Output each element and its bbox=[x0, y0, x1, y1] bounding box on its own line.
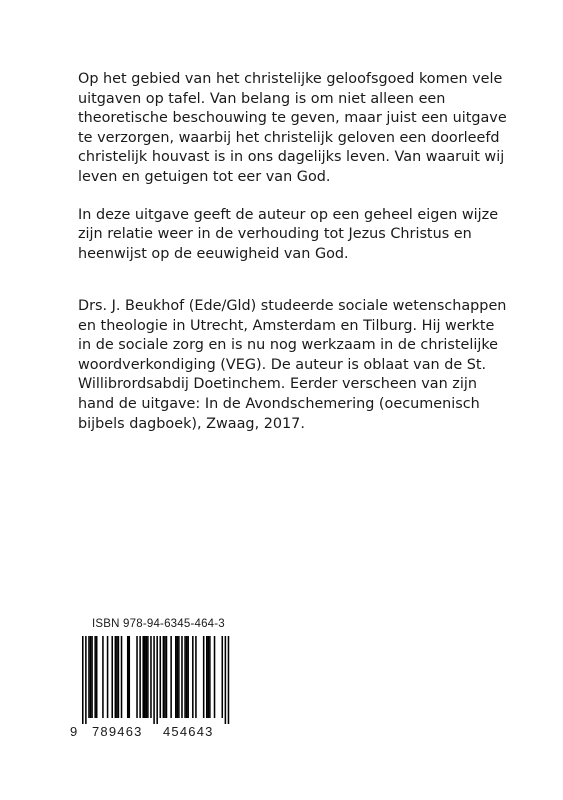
blurb-text bbox=[78, 70, 508, 282]
barcode-bar bbox=[160, 636, 162, 718]
blurb-paragraph-2: In deze uitgave geeft de auteur op een geheel eigen wijze zijn relatie weer in de verhouding tot Jezus Christus en heenwijst op de eeuwigheid van God. bbox=[78, 206, 499, 262]
barcode-bar bbox=[139, 636, 141, 718]
barcode-bar bbox=[175, 636, 177, 718]
barcode-icon bbox=[70, 636, 230, 724]
barcode-bar bbox=[208, 636, 210, 718]
barcode-bar bbox=[85, 636, 87, 724]
barcode-bar bbox=[222, 636, 224, 718]
barcode-bar bbox=[178, 636, 180, 718]
barcode-bar bbox=[91, 636, 93, 718]
author-bio-text: Drs. J. Beukhof (Ede/Gld) studeerde sociale wetenschappen en theologie in Utrecht, Amsterdam en Tilburg. Hij werkte in de sociale zorg en is nu nog werkzaam in de christelijke woordverkondiging (VEG). De auteur is oblaat van de St. Willibrordsabdij Doetinchem. Eerder verscheen van zijn hand de uitgave: In de Avondschemering (oecumenisch bijbels dagboek), Zwaag, 2017. bbox=[78, 298, 507, 432]
barcode-bar bbox=[150, 636, 152, 718]
barcode-bar bbox=[156, 636, 158, 724]
barcode-bar bbox=[96, 636, 98, 718]
barcode-bar bbox=[206, 636, 208, 718]
barcode-bar bbox=[118, 636, 120, 718]
isbn-barcode bbox=[70, 618, 230, 748]
barcode-bar bbox=[146, 636, 148, 718]
barcode-bar bbox=[144, 636, 146, 718]
barcode-bar bbox=[228, 636, 230, 724]
barcode-digit-first: 9 bbox=[70, 724, 79, 739]
barcode-bar bbox=[192, 636, 194, 718]
barcode-bar bbox=[147, 636, 149, 718]
barcode-bar bbox=[102, 636, 104, 718]
barcode-bar bbox=[94, 636, 96, 718]
author-bio bbox=[78, 297, 508, 434]
barcode-digits-left: 789463 bbox=[92, 724, 143, 739]
barcode-bar bbox=[187, 636, 189, 718]
barcode-digits-right: 454643 bbox=[163, 724, 214, 739]
barcode-bar bbox=[164, 636, 166, 718]
barcode-bar bbox=[214, 636, 216, 718]
barcode-bar bbox=[90, 636, 92, 718]
barcode-bar bbox=[129, 636, 131, 718]
blurb-paragraph-1: Op het gebied van het christelijke geloofsgoed komen vele uitgaven op tafel. Van belang is om niet alleen een theoretische beschouwing te geven, maar juist een uitgave te verzorgen, waarbij het christelijk geloven een doorleefd christelijk houvast is in ons dagelijks leven. Van waaruit wij leven en getuigen tot eer van God. bbox=[78, 71, 507, 185]
barcode-bar bbox=[195, 636, 197, 718]
isbn-label: ISBN 978-94-6345-464-3 bbox=[92, 618, 225, 630]
barcode-bar bbox=[82, 636, 84, 724]
barcode-bar bbox=[115, 636, 117, 718]
barcode-bar bbox=[184, 636, 186, 718]
barcode-bar bbox=[170, 636, 172, 718]
barcode-bar bbox=[177, 636, 179, 718]
barcode-bar bbox=[107, 636, 109, 718]
barcode-bar bbox=[163, 636, 165, 718]
barcode-bar bbox=[181, 636, 183, 718]
barcode-bar bbox=[203, 636, 205, 718]
barcode-bar bbox=[127, 636, 129, 718]
barcode-bar bbox=[209, 636, 211, 718]
barcode-bar bbox=[116, 636, 118, 718]
barcode-bar bbox=[225, 636, 227, 724]
barcode-bar bbox=[88, 636, 90, 718]
barcode-bar bbox=[153, 636, 155, 724]
barcode-bar bbox=[166, 636, 168, 718]
barcode-bar bbox=[121, 636, 123, 718]
barcode-bar bbox=[136, 636, 138, 718]
barcode-bar bbox=[142, 636, 144, 718]
barcode-bar bbox=[186, 636, 188, 718]
barcode-bar bbox=[111, 636, 113, 718]
